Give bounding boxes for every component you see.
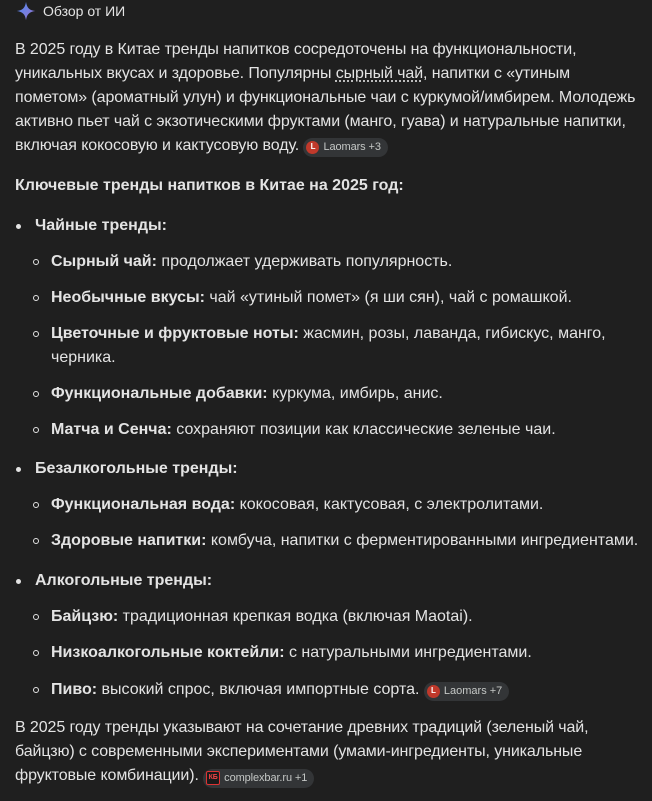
item-label: Здоровые напитки: — [51, 532, 207, 549]
bullet-circle-icon — [33, 687, 39, 693]
source-chip-label: Laomars +3 — [323, 141, 381, 153]
bullet-icon — [16, 224, 21, 229]
conclusion-paragraph — [15, 716, 645, 788]
intro-underlined-term[interactable]: сырный чай — [335, 65, 424, 82]
bullet-icon — [16, 467, 21, 472]
bullet-circle-icon — [33, 259, 39, 265]
item-label: Функциональные добавки: — [51, 385, 268, 402]
intro-text-after: , напитки с «утиным пометом» (ароматный улун) и функциональные чаи с куркумой/имбирем. Молодежь активно пьет чай с экзотическими фруктами (манго, гуава) и натуральные напитки, включая кокосовую и кактусовую воду. — [15, 65, 636, 154]
source-chip-label: Laomars +7 — [443, 685, 503, 697]
complexbar-icon: КБ — [206, 771, 220, 785]
item-text: с натуральными ингредиентами. — [284, 644, 532, 661]
item-text: высокий спрос, включая импортные сорта. — [97, 681, 420, 698]
item-text: куркума, имбирь, анис. — [267, 385, 443, 402]
source-chip-conclusion[interactable] — [203, 769, 314, 788]
item-text: продолжает удерживать популярность. — [156, 253, 453, 270]
bullet-circle-icon — [33, 614, 39, 620]
list-item — [33, 529, 643, 553]
item-label: Пиво: — [51, 681, 98, 698]
conclusion-text: В 2025 году тренды указывают на сочетание древних традиций (зеленый чай, байцзю) с современными экспериментами (умами-ингредиенты, уникальные фруктовые комбинации). — [15, 719, 589, 784]
bullet-circle-icon — [33, 391, 39, 397]
bullet-circle-icon — [33, 427, 39, 433]
item-text: жасмин, розы, лаванда, гибискус, манго, черника. — [51, 325, 606, 366]
intro-text-before: В 2025 году в Китае тренды напитков сосредоточены на функциональности, уникальных вкусах и здоровье. Популярны — [15, 41, 577, 82]
list-item — [33, 286, 643, 310]
item-text: традиционная крепкая водка (включая Maotai). — [118, 608, 473, 625]
item-label: Матча и Сенча: — [51, 421, 172, 438]
list-item — [33, 641, 643, 665]
item-label: Необычные вкусы: — [51, 289, 205, 306]
list-item — [33, 493, 643, 517]
source-chip-intro[interactable] — [303, 138, 387, 157]
list-item — [33, 382, 643, 406]
item-text: сохраняют позиции как классические зеленые чаи. — [171, 421, 556, 438]
laomars-icon: L — [306, 141, 319, 154]
source-chip-beer[interactable] — [424, 682, 509, 701]
group-title: Безалкогольные тренды: — [35, 460, 238, 477]
laomars-icon: L — [427, 685, 440, 698]
ai-overview-header — [16, 0, 125, 22]
bullet-circle-icon — [33, 295, 39, 301]
intro-paragraph — [15, 38, 645, 158]
list-item — [33, 250, 643, 274]
item-label: Цветочные и фруктовые ноты: — [51, 325, 299, 342]
list-item — [33, 678, 643, 702]
list-item — [33, 605, 643, 629]
sparkle-icon — [16, 1, 36, 21]
bullet-circle-icon — [33, 538, 39, 544]
item-text: комбуча, напитки с ферментированными ингредиентами. — [206, 532, 639, 549]
bullet-circle-icon — [33, 650, 39, 656]
item-label: Байцзю: — [51, 608, 119, 625]
group-title: Чайные тренды: — [35, 217, 167, 234]
list-item — [33, 322, 643, 370]
item-label: Сырный чай: — [51, 253, 157, 270]
list-item — [33, 418, 643, 442]
source-chip-label: complexbar.ru +1 — [224, 772, 308, 784]
bullet-icon — [16, 579, 21, 584]
group-title: Алкогольные тренды: — [35, 572, 213, 589]
item-text: кокосовая, кактусовая, с электролитами. — [235, 496, 544, 513]
bullet-circle-icon — [33, 502, 39, 508]
item-label: Функциональная вода: — [51, 496, 236, 513]
item-label: Низкоалкогольные коктейли: — [51, 644, 285, 661]
item-text: чай «утиный помет» (я ши сян), чай с ромашкой. — [204, 289, 572, 306]
section-heading: Ключевые тренды напитков в Китае на 2025 год: — [15, 177, 404, 194]
ai-overview-title: Обзор от ИИ — [43, 3, 126, 19]
bullet-circle-icon — [33, 331, 39, 337]
